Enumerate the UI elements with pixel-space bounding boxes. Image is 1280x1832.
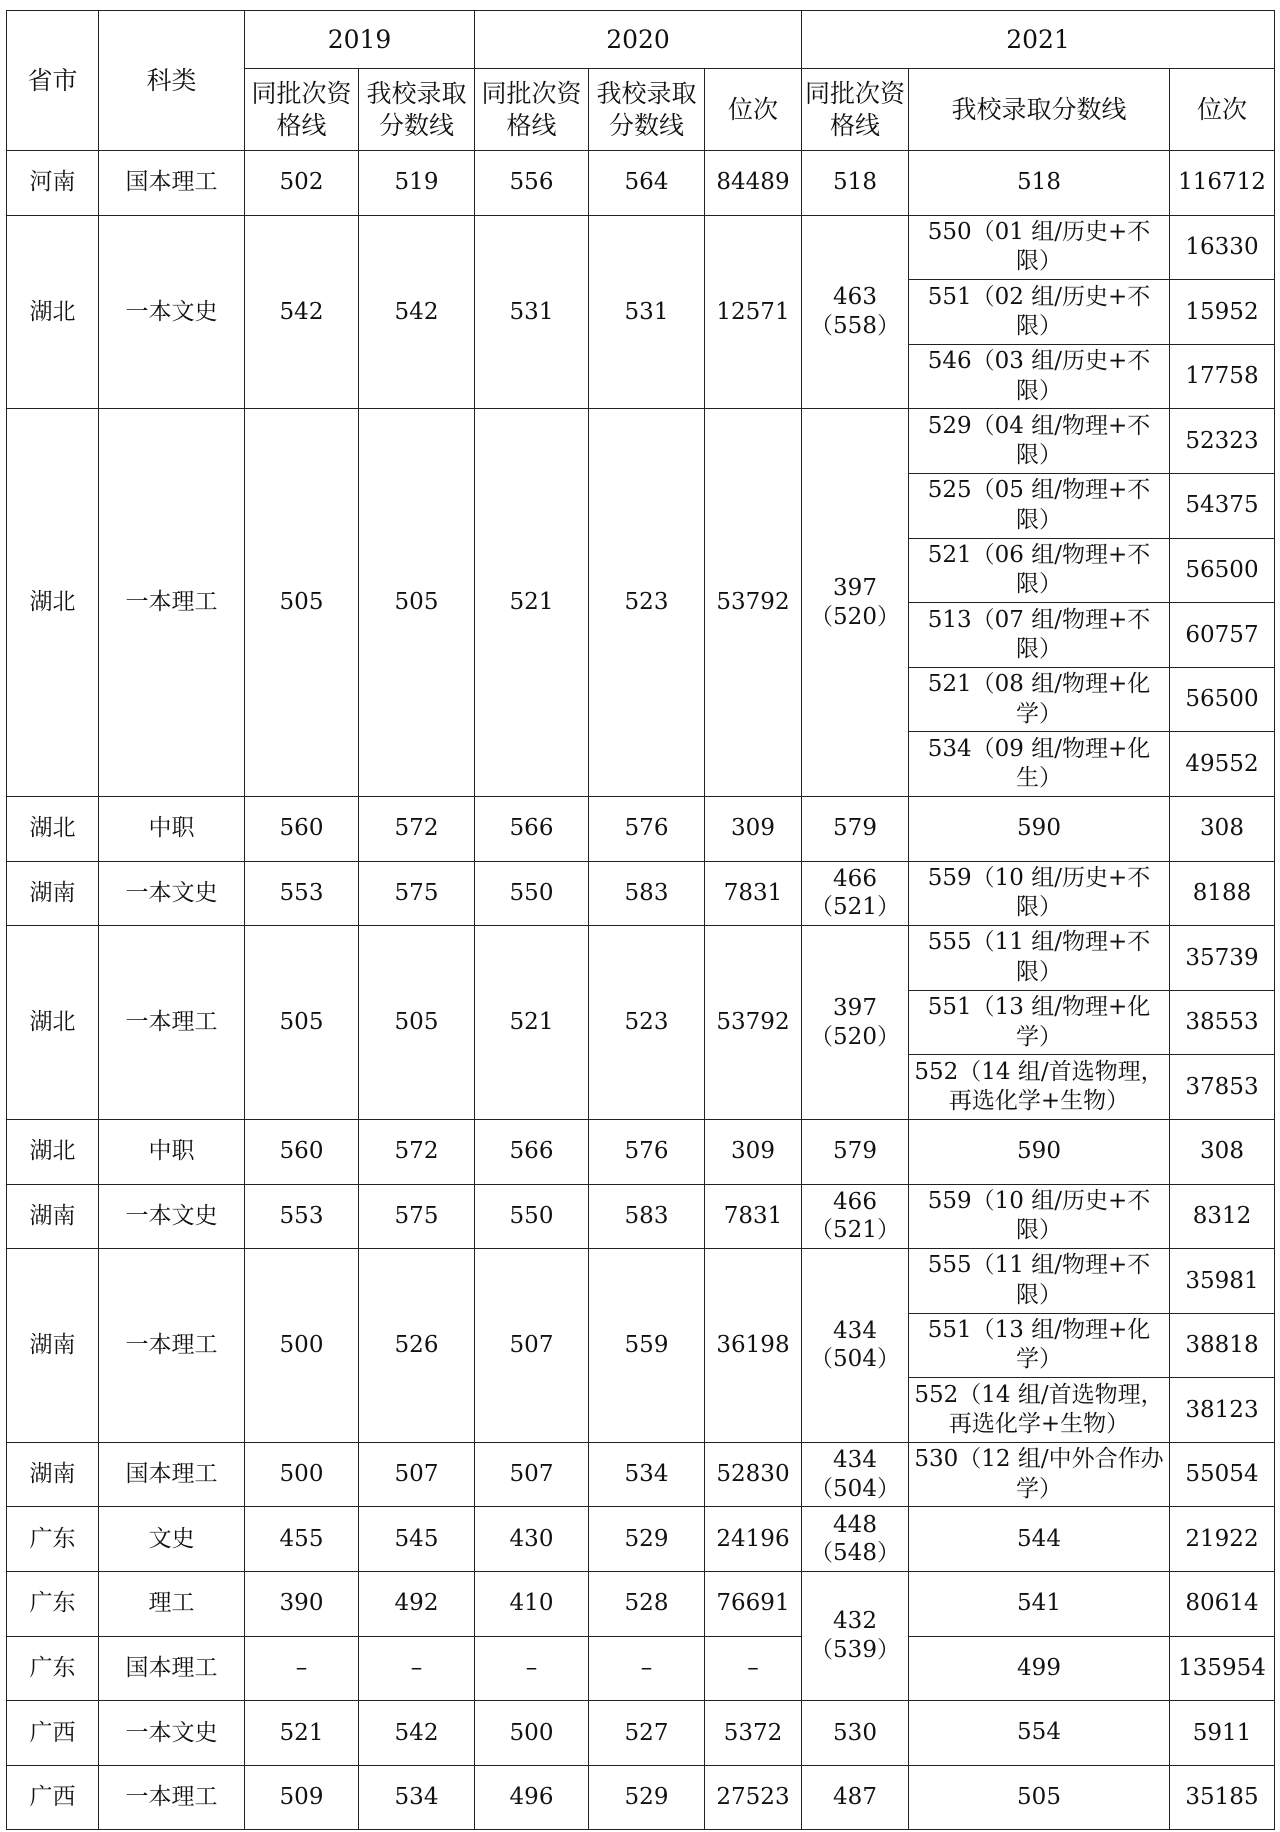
province-cell: 湖北 xyxy=(7,215,99,409)
year-2021-header: 2021 xyxy=(802,11,1275,69)
batch-line-2019-cell: – xyxy=(245,1636,359,1701)
batch-line-2019-cell: 500 xyxy=(245,1442,359,1507)
school-score-2020-cell: 576 xyxy=(589,796,705,861)
school-score-2020-header: 我校录取分数线 xyxy=(589,69,705,151)
category-cell: 一本理工 xyxy=(99,409,245,797)
category-cell: 一本文史 xyxy=(99,215,245,409)
table-row xyxy=(7,409,1275,474)
school-score-2020-cell: 583 xyxy=(589,1184,705,1249)
table-row xyxy=(7,861,1275,926)
rank-2021-cell: 56500 xyxy=(1170,538,1275,603)
batch-line-2021-cell: 466（521） xyxy=(802,1184,909,1249)
batch-line-2020-cell: 531 xyxy=(475,215,589,409)
admission-score-table xyxy=(6,10,1275,1830)
rank-2021-cell: 35981 xyxy=(1170,1249,1275,1314)
school-score-2021-cell: 559（10 组/历史+不限） xyxy=(909,1184,1170,1249)
batch-line-2021-cell: 434（504） xyxy=(802,1249,909,1443)
rank-2020-cell: 12571 xyxy=(705,215,802,409)
school-score-2021-cell: 521（08 组/物理+化学） xyxy=(909,667,1170,732)
table-row xyxy=(7,1507,1275,1572)
batch-line-2019-cell: 390 xyxy=(245,1572,359,1637)
table-row xyxy=(7,1636,1275,1701)
rank-2021-cell: 8312 xyxy=(1170,1184,1275,1249)
school-score-2021-cell: 521（06 组/物理+不限） xyxy=(909,538,1170,603)
school-score-2019-cell: 545 xyxy=(359,1507,475,1572)
batch-line-2021-cell: 466（521） xyxy=(802,861,909,926)
batch-line-2019-cell: 553 xyxy=(245,1184,359,1249)
batch-line-2020-cell: 507 xyxy=(475,1249,589,1443)
school-score-2020-cell: 527 xyxy=(589,1701,705,1766)
school-score-2021-cell: 551（13 组/物理+化学） xyxy=(909,1313,1170,1378)
rank-2021-cell: 55054 xyxy=(1170,1442,1275,1507)
batch-line-2021-cell: 487 xyxy=(802,1765,909,1830)
batch-line-2021-cell: 434（504） xyxy=(802,1442,909,1507)
school-score-2021-cell: 551（02 组/历史+不限） xyxy=(909,280,1170,345)
school-score-2020-cell: 529 xyxy=(589,1507,705,1572)
school-score-2019-cell: 505 xyxy=(359,926,475,1120)
category-cell: 一本文史 xyxy=(99,861,245,926)
table-row xyxy=(7,1184,1275,1249)
province-cell: 湖南 xyxy=(7,1249,99,1443)
school-score-2019-cell: 519 xyxy=(359,151,475,216)
batch-line-2020-cell: 521 xyxy=(475,926,589,1120)
school-score-2019-cell: 542 xyxy=(359,215,475,409)
school-score-2021-cell: 555（11 组/物理+不限） xyxy=(909,1249,1170,1314)
table-header xyxy=(7,11,1275,151)
batch-line-2020-header: 同批次资格线 xyxy=(475,69,589,151)
batch-line-2019-cell: 455 xyxy=(245,1507,359,1572)
school-score-2020-cell: 534 xyxy=(589,1442,705,1507)
school-score-2019-header: 我校录取分数线 xyxy=(359,69,475,151)
rank-2020-cell: 53792 xyxy=(705,926,802,1120)
province-cell: 湖北 xyxy=(7,1119,99,1184)
school-score-2019-cell: 526 xyxy=(359,1249,475,1443)
batch-line-2020-cell: 521 xyxy=(475,409,589,797)
category-cell: 国本理工 xyxy=(99,1442,245,1507)
school-score-2021-cell: 554 xyxy=(909,1701,1170,1766)
batch-line-2021-cell: 530 xyxy=(802,1701,909,1766)
category-cell: 中职 xyxy=(99,1119,245,1184)
school-score-2020-cell: 583 xyxy=(589,861,705,926)
rank-2021-cell: 38553 xyxy=(1170,990,1275,1055)
province-cell: 湖北 xyxy=(7,926,99,1120)
school-score-2021-cell: 555（11 组/物理+不限） xyxy=(909,926,1170,991)
batch-line-2020-cell: 410 xyxy=(475,1572,589,1637)
school-score-2021-cell: 534（09 组/物理+化生） xyxy=(909,732,1170,797)
province-cell: 广西 xyxy=(7,1765,99,1830)
category-cell: 一本理工 xyxy=(99,1765,245,1830)
school-score-2021-cell: 513（07 组/物理+不限） xyxy=(909,603,1170,668)
table-row xyxy=(7,1249,1275,1314)
school-score-2020-cell: 528 xyxy=(589,1572,705,1637)
table-row xyxy=(7,1765,1275,1830)
batch-line-2021-cell: 579 xyxy=(802,1119,909,1184)
school-score-2021-cell: 499 xyxy=(909,1636,1170,1701)
school-score-2020-cell: 564 xyxy=(589,151,705,216)
school-score-2020-cell: 523 xyxy=(589,926,705,1120)
category-cell: 理工 xyxy=(99,1572,245,1637)
school-score-2021-cell: 546（03 组/历史+不限） xyxy=(909,344,1170,409)
rank-2020-cell: 76691 xyxy=(705,1572,802,1637)
table-row xyxy=(7,1701,1275,1766)
rank-2020-cell: 7831 xyxy=(705,1184,802,1249)
rank-2021-cell: 35739 xyxy=(1170,926,1275,991)
rank-2020-cell: 7831 xyxy=(705,861,802,926)
rank-2021-cell: 8188 xyxy=(1170,861,1275,926)
batch-line-2019-header: 同批次资格线 xyxy=(245,69,359,151)
table-body xyxy=(7,151,1275,1830)
school-score-2021-cell: 518 xyxy=(909,151,1170,216)
table-row xyxy=(7,151,1275,216)
school-score-2019-cell: 492 xyxy=(359,1572,475,1637)
batch-line-2020-cell: 496 xyxy=(475,1765,589,1830)
school-score-2019-cell: 542 xyxy=(359,1701,475,1766)
school-score-2021-cell: 541 xyxy=(909,1572,1170,1637)
batch-line-2019-cell: 560 xyxy=(245,796,359,861)
school-score-2020-cell: 576 xyxy=(589,1119,705,1184)
rank-2021-cell: 308 xyxy=(1170,796,1275,861)
year-2020-header: 2020 xyxy=(475,11,802,69)
batch-line-2019-cell: 542 xyxy=(245,215,359,409)
batch-line-2021-header: 同批次资格线 xyxy=(802,69,909,151)
table-row xyxy=(7,796,1275,861)
admission-table-wrapper xyxy=(6,10,1275,1830)
school-score-2020-cell: 559 xyxy=(589,1249,705,1443)
batch-line-2020-cell: 566 xyxy=(475,796,589,861)
school-score-2021-header: 我校录取分数线 xyxy=(909,69,1170,151)
batch-line-2020-cell: 550 xyxy=(475,861,589,926)
batch-line-2021-cell: 397（520） xyxy=(802,409,909,797)
school-score-2020-cell: 529 xyxy=(589,1765,705,1830)
table-row xyxy=(7,1572,1275,1637)
rank-2020-cell: 5372 xyxy=(705,1701,802,1766)
rank-2021-cell: 35185 xyxy=(1170,1765,1275,1830)
batch-line-2019-cell: 509 xyxy=(245,1765,359,1830)
province-cell: 湖北 xyxy=(7,409,99,797)
category-cell: 一本文史 xyxy=(99,1184,245,1249)
province-cell: 广西 xyxy=(7,1701,99,1766)
rank-2020-cell: 27523 xyxy=(705,1765,802,1830)
school-score-2019-cell: – xyxy=(359,1636,475,1701)
batch-line-2020-cell: 550 xyxy=(475,1184,589,1249)
province-cell: 广东 xyxy=(7,1507,99,1572)
school-score-2019-cell: 572 xyxy=(359,1119,475,1184)
province-cell: 湖南 xyxy=(7,1442,99,1507)
rank-2020-cell: – xyxy=(705,1636,802,1701)
table-row xyxy=(7,1119,1275,1184)
province-cell: 广东 xyxy=(7,1572,99,1637)
batch-line-2019-cell: 521 xyxy=(245,1701,359,1766)
batch-line-2020-cell: 566 xyxy=(475,1119,589,1184)
category-cell: 一本理工 xyxy=(99,1249,245,1443)
batch-line-2019-cell: 502 xyxy=(245,151,359,216)
category-cell: 中职 xyxy=(99,796,245,861)
rank-2021-cell: 16330 xyxy=(1170,215,1275,280)
school-score-2019-cell: 572 xyxy=(359,796,475,861)
batch-line-2021-cell: 397（520） xyxy=(802,926,909,1120)
rank-2020-cell: 24196 xyxy=(705,1507,802,1572)
batch-line-2019-cell: 505 xyxy=(245,926,359,1120)
province-cell: 湖北 xyxy=(7,796,99,861)
category-header: 科类 xyxy=(99,11,245,151)
category-cell: 文史 xyxy=(99,1507,245,1572)
rank-2021-cell: 56500 xyxy=(1170,667,1275,732)
rank-2021-cell: 49552 xyxy=(1170,732,1275,797)
batch-line-2021-cell: 432（539） xyxy=(802,1572,909,1701)
school-score-2021-cell: 590 xyxy=(909,1119,1170,1184)
school-score-2021-cell: 551（13 组/物理+化学） xyxy=(909,990,1170,1055)
school-score-2021-cell: 550（01 组/历史+不限） xyxy=(909,215,1170,280)
school-score-2021-cell: 590 xyxy=(909,796,1170,861)
school-score-2019-cell: 575 xyxy=(359,1184,475,1249)
rank-2020-header: 位次 xyxy=(705,69,802,151)
batch-line-2019-cell: 505 xyxy=(245,409,359,797)
table-row xyxy=(7,215,1275,280)
province-cell: 广东 xyxy=(7,1636,99,1701)
province-cell: 湖南 xyxy=(7,861,99,926)
school-score-2020-cell: – xyxy=(589,1636,705,1701)
rank-2021-cell: 80614 xyxy=(1170,1572,1275,1637)
school-score-2021-cell: 544 xyxy=(909,1507,1170,1572)
school-score-2020-cell: 531 xyxy=(589,215,705,409)
rank-2021-cell: 38123 xyxy=(1170,1378,1275,1443)
rank-2021-cell: 5911 xyxy=(1170,1701,1275,1766)
batch-line-2019-cell: 553 xyxy=(245,861,359,926)
batch-line-2020-cell: – xyxy=(475,1636,589,1701)
school-score-2021-cell: 552（14 组/首选物理，再选化学+生物） xyxy=(909,1378,1170,1443)
school-score-2021-cell: 552（14 组/首选物理，再选化学+生物） xyxy=(909,1055,1170,1120)
rank-2020-cell: 36198 xyxy=(705,1249,802,1443)
rank-2021-cell: 116712 xyxy=(1170,151,1275,216)
rank-2020-cell: 84489 xyxy=(705,151,802,216)
school-score-2019-cell: 505 xyxy=(359,409,475,797)
school-score-2021-cell: 559（10 组/历史+不限） xyxy=(909,861,1170,926)
batch-line-2021-cell: 518 xyxy=(802,151,909,216)
school-score-2021-cell: 525（05 组/物理+不限） xyxy=(909,473,1170,538)
rank-2021-cell: 54375 xyxy=(1170,473,1275,538)
year-2019-header: 2019 xyxy=(245,11,475,69)
rank-2020-cell: 309 xyxy=(705,1119,802,1184)
batch-line-2021-cell: 579 xyxy=(802,796,909,861)
rank-2021-header: 位次 xyxy=(1170,69,1275,151)
rank-2021-cell: 52323 xyxy=(1170,409,1275,474)
province-cell: 湖南 xyxy=(7,1184,99,1249)
table-row xyxy=(7,1442,1275,1507)
rank-2020-cell: 52830 xyxy=(705,1442,802,1507)
rank-2021-cell: 135954 xyxy=(1170,1636,1275,1701)
school-score-2020-cell: 523 xyxy=(589,409,705,797)
batch-line-2021-cell: 448（548） xyxy=(802,1507,909,1572)
province-cell: 河南 xyxy=(7,151,99,216)
rank-2021-cell: 308 xyxy=(1170,1119,1275,1184)
rank-2020-cell: 309 xyxy=(705,796,802,861)
school-score-2019-cell: 534 xyxy=(359,1765,475,1830)
rank-2020-cell: 53792 xyxy=(705,409,802,797)
rank-2021-cell: 15952 xyxy=(1170,280,1275,345)
school-score-2021-cell: 530（12 组/中外合作办学） xyxy=(909,1442,1170,1507)
rank-2021-cell: 21922 xyxy=(1170,1507,1275,1572)
batch-line-2019-cell: 560 xyxy=(245,1119,359,1184)
school-score-2021-cell: 529（04 组/物理+不限） xyxy=(909,409,1170,474)
rank-2021-cell: 60757 xyxy=(1170,603,1275,668)
batch-line-2020-cell: 507 xyxy=(475,1442,589,1507)
batch-line-2020-cell: 556 xyxy=(475,151,589,216)
category-cell: 国本理工 xyxy=(99,151,245,216)
school-score-2021-cell: 505 xyxy=(909,1765,1170,1830)
table-row xyxy=(7,926,1275,991)
rank-2021-cell: 37853 xyxy=(1170,1055,1275,1120)
batch-line-2020-cell: 430 xyxy=(475,1507,589,1572)
school-score-2019-cell: 507 xyxy=(359,1442,475,1507)
category-cell: 一本理工 xyxy=(99,926,245,1120)
province-header: 省市 xyxy=(7,11,99,151)
category-cell: 一本文史 xyxy=(99,1701,245,1766)
rank-2021-cell: 17758 xyxy=(1170,344,1275,409)
category-cell: 国本理工 xyxy=(99,1636,245,1701)
school-score-2019-cell: 575 xyxy=(359,861,475,926)
batch-line-2021-cell: 463（558） xyxy=(802,215,909,409)
batch-line-2020-cell: 500 xyxy=(475,1701,589,1766)
batch-line-2019-cell: 500 xyxy=(245,1249,359,1443)
rank-2021-cell: 38818 xyxy=(1170,1313,1275,1378)
